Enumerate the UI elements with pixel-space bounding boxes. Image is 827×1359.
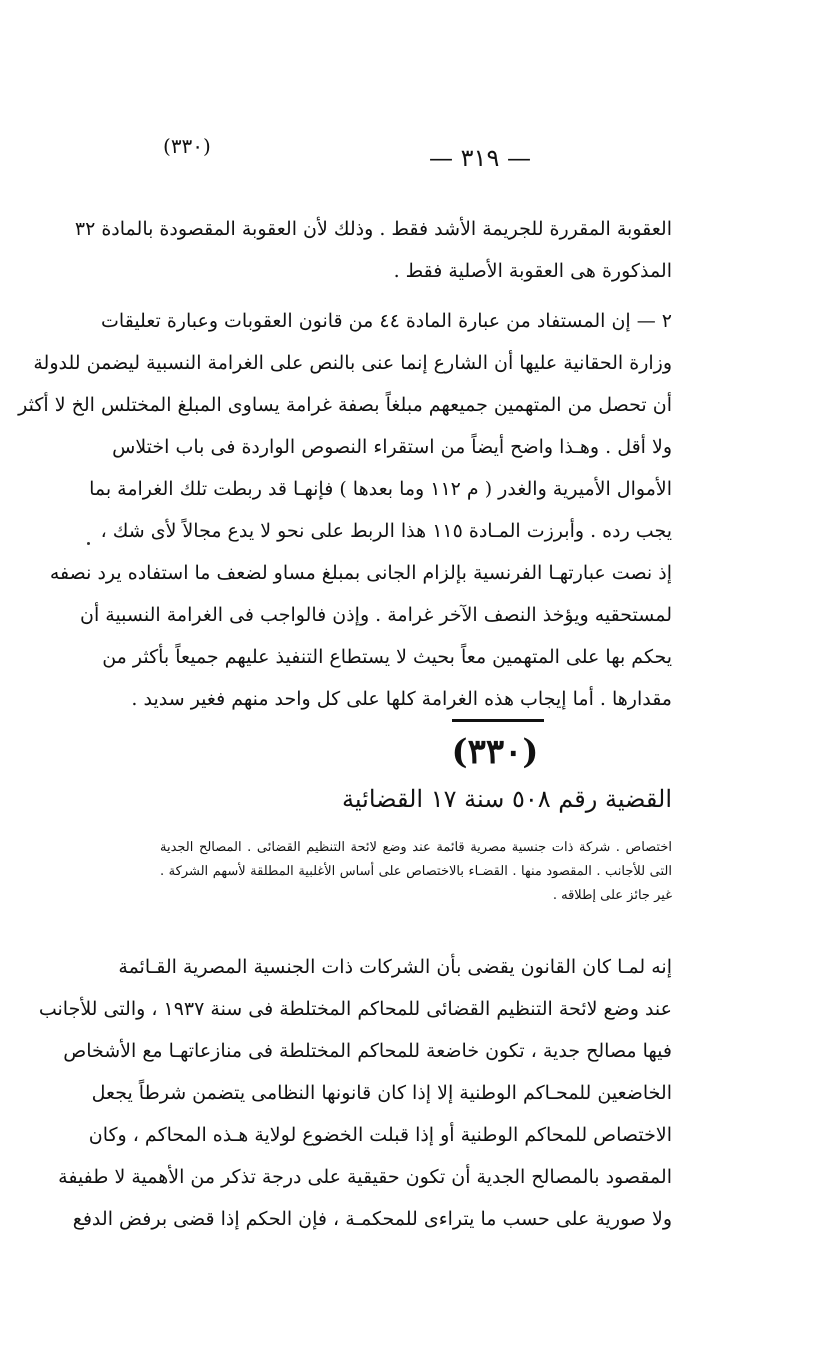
paragraph-two	[18, 300, 672, 720]
ink-speck	[87, 542, 90, 545]
summary-line: التى للأجانب . المقصود منها . القضـاء بالاختصاص على أساس الأغلبية المطلقة لأسهم الشركة .	[160, 864, 672, 879]
text-line: الاختصاص للمحاكم الوطنية أو إذا قبلت الخضوع لولاية هـذه المحاكم ، وكان	[88, 1124, 672, 1146]
text-line: ولا صورية على حسب ما يتراءى للمحكمـة ، فإن الحكم إذا قضى برفض الدفع	[72, 1208, 672, 1230]
text-line: المقصود بالمصالح الجدية أن تكون حقيقية على درجة تذكر من الأهمية لا طفيفة	[58, 1166, 672, 1188]
text-line: إنه لمـا كان القانون يقضى بأن الشركات ذات الجنسية المصرية القـائمة	[118, 956, 672, 978]
case-title: القضية رقم ٥٠٨ سنة ١٧ القضائية	[342, 785, 672, 813]
text-line: الخاضعين للمحـاكم الوطنية إلا إذا كان قانونها النظامى يتضمن شرطاً يجعل	[91, 1082, 672, 1104]
text-line: أن تحصل من المتهمين جميعهم مبلغاً بصفة غرامة يساوى المبلغ المختلس الخ لا أكثر	[18, 394, 672, 416]
text-line: العقوبة المقررة للجريمة الأشد فقط . وذلك لأن العقوبة المقصودة بالمادة ٣٢	[74, 218, 672, 240]
case-number-heading: (٣٣٠)	[451, 732, 539, 772]
header-case-reference: (٣٣٠)	[163, 134, 211, 158]
text-line: فيها مصالح جدية ، تكون خاضعة للمحاكم المختلطة فى منازعاتهـا مع الأشخاص	[63, 1040, 672, 1062]
case-summary	[160, 836, 672, 908]
section-divider	[452, 719, 544, 722]
text-line: ٢ — إن المستفاد من عبارة المادة ٤٤ من قانون العقوبات وعبارة تعليقات	[101, 310, 672, 332]
text-line: إذ نصت عبارتهـا الفرنسية بإلزام الجانى بمبلغ مساو لضعف ما استفاده يرد نصفه	[49, 562, 672, 584]
text-line: مقدارها . أما إيجاب هذه الغرامة كلها على كل واحد منهم فغير سديد .	[131, 688, 672, 710]
summary-line: غير جائز على إطلاقه .	[552, 888, 672, 903]
paragraph-continuation	[74, 208, 672, 292]
text-line: الأموال الأميرية والغدر ( م ١١٢ وما بعدها ) فإنهـا قد ربطت تلك الغرامة بما	[89, 478, 672, 500]
text-line: وزارة الحقانية عليها أن الشارع إنما عنى بالنص على الغرامة النسبية ليضمن للدولة	[33, 352, 672, 374]
text-line: يحكم بها على المتهمين معاً بحيث لا يستطاع التنفيذ عليهم جميعاً بأكثر من	[102, 646, 672, 668]
page-number: — ٣١٩ —	[429, 144, 531, 172]
text-line: المذكورة هى العقوبة الأصلية فقط .	[393, 260, 672, 282]
text-line: لمستحقيه ويؤخذ النصف الآخر غرامة . وإذن فالواجب فى الغرامة النسبية أن	[79, 604, 672, 626]
body-paragraph	[38, 946, 672, 1240]
text-line: يجب رده . وأبرزت المـادة ١١٥ هذا الربط على نحو لا يدع مجالاً لأى شك ،	[100, 520, 672, 542]
summary-line: اختصاص . شركة ذات جنسية مصرية قائمة عند وضع لائحة التنظيم القضائى . المصالح الجدية	[160, 840, 672, 855]
text-line: ولا أقل . وهـذا واضح أيضاً من استقراء النصوص الواردة فى باب اختلاس	[112, 436, 672, 458]
text-line: عند وضع لائحة التنظيم القضائى للمحاكم المختلطة فى سنة ١٩٣٧ ، والتى للأجانب	[38, 998, 672, 1020]
